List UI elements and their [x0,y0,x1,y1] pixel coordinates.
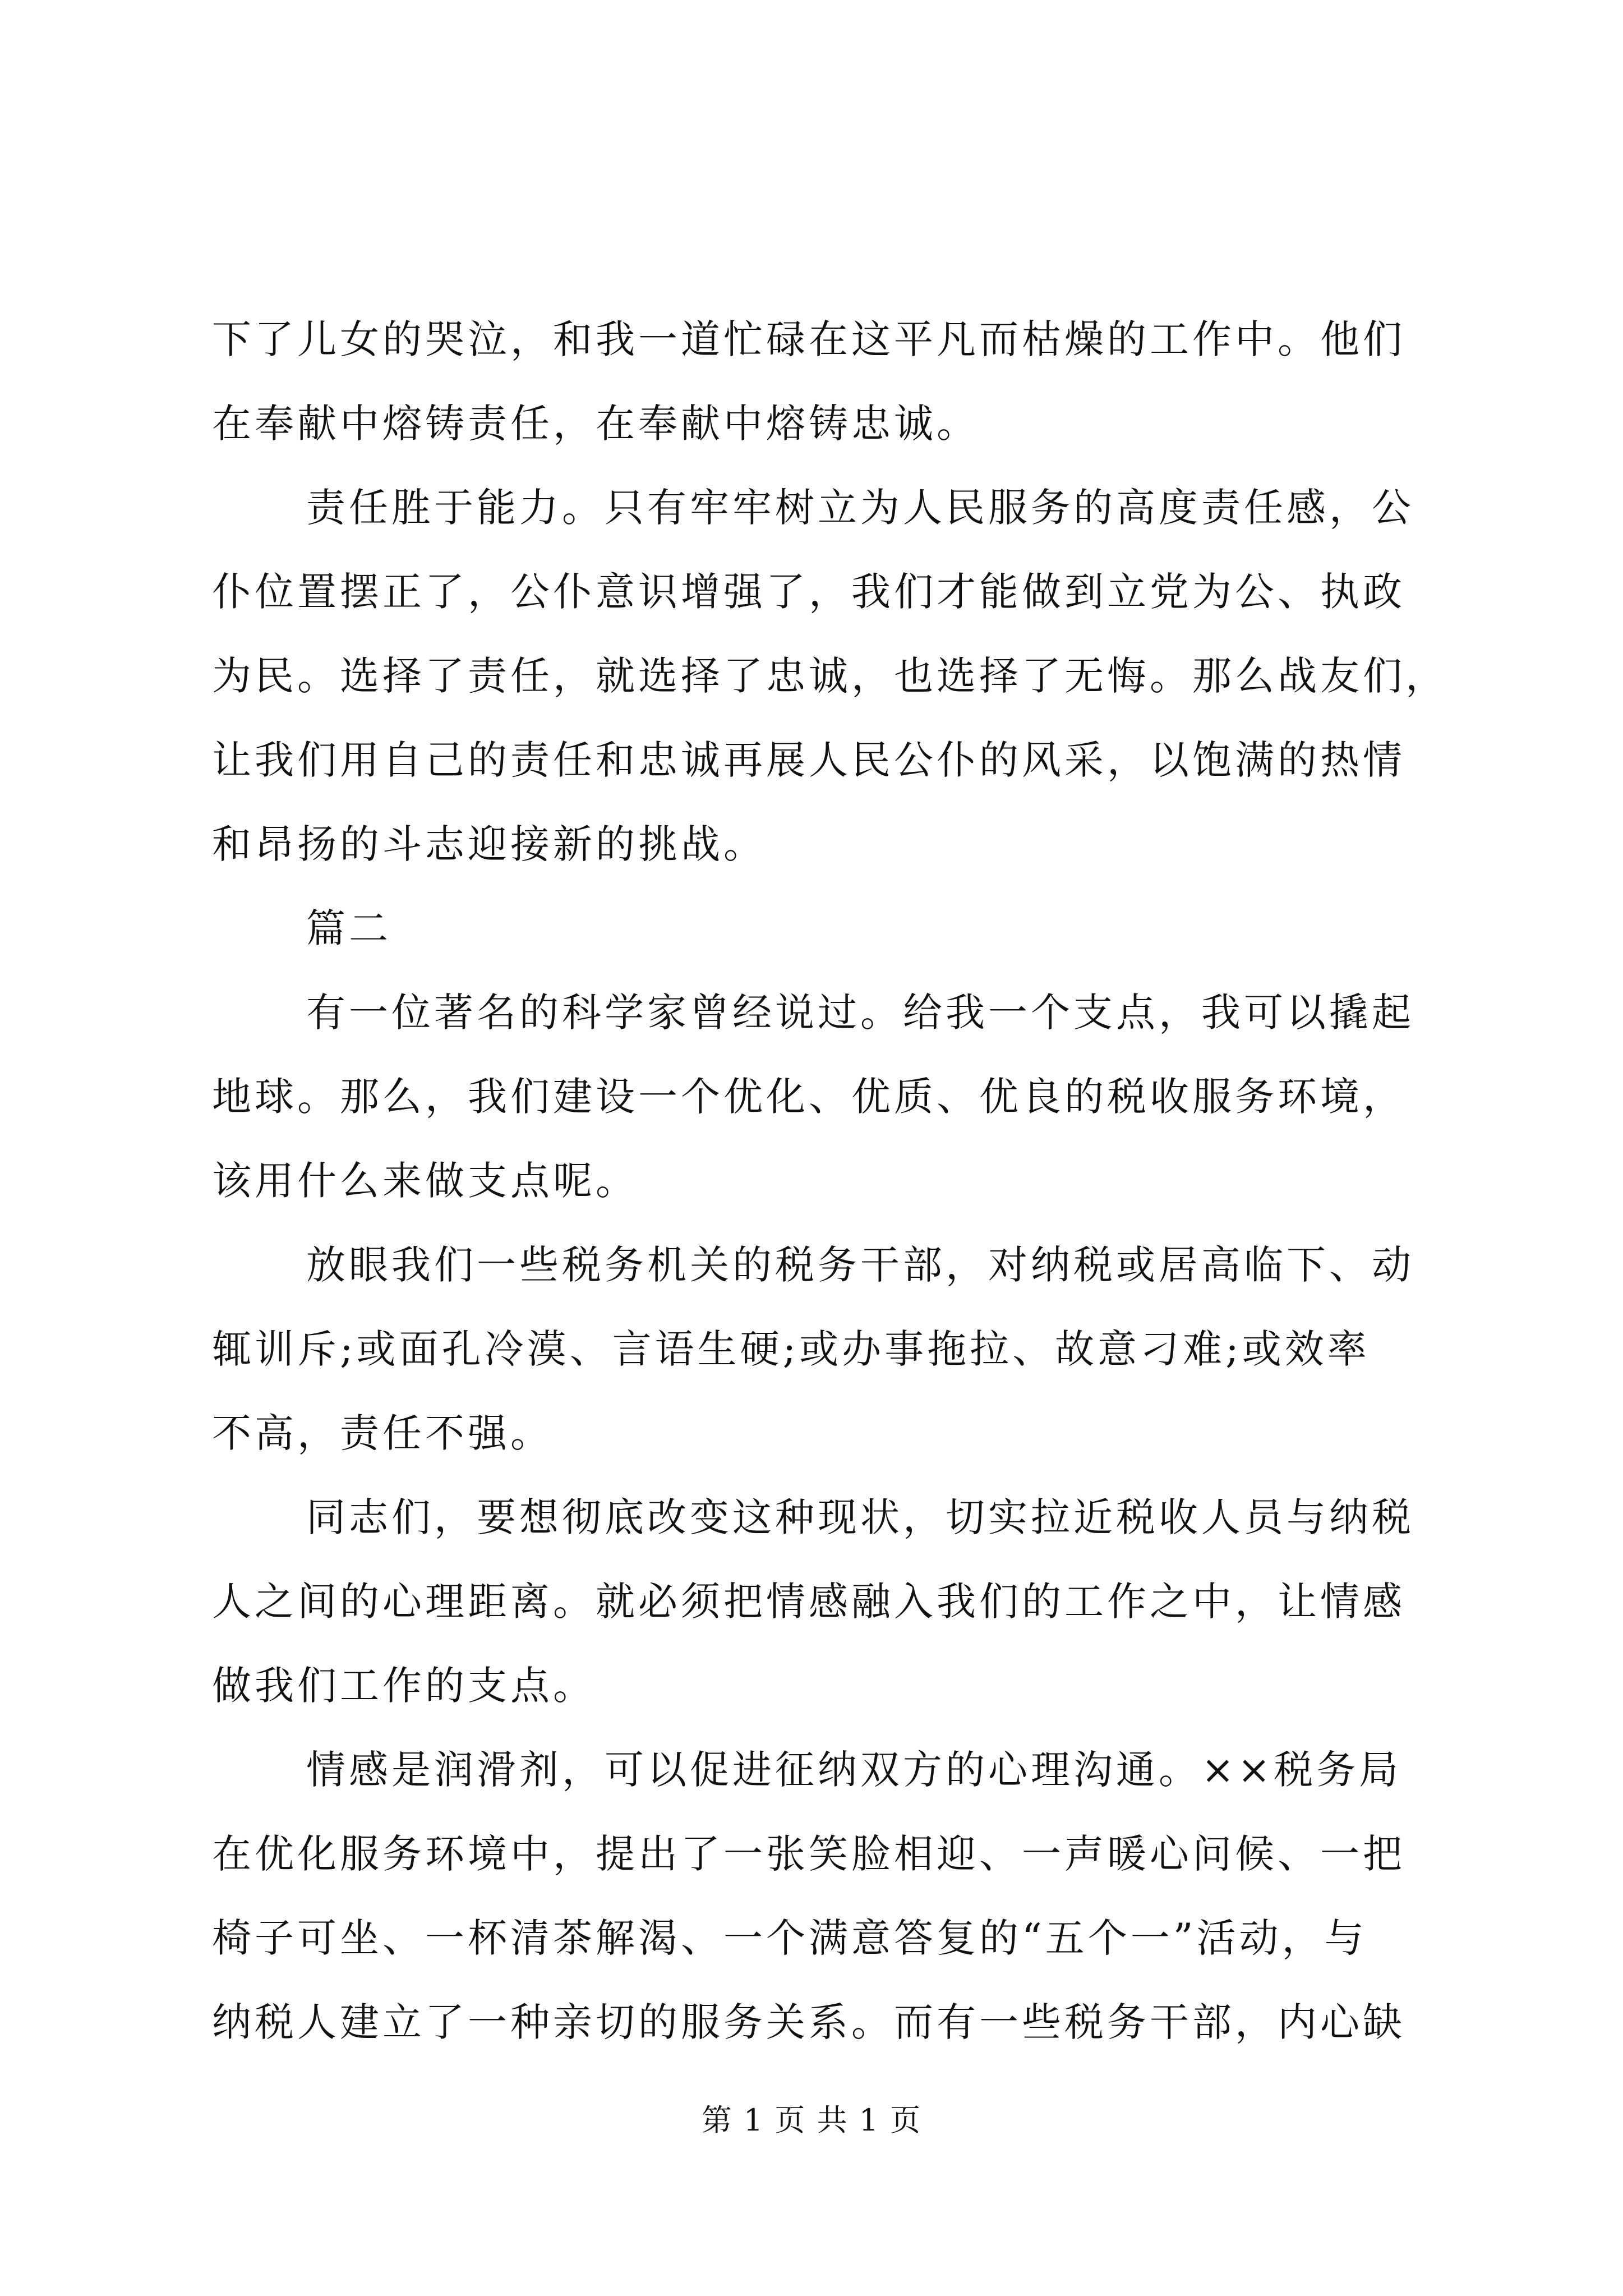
text-line: 辄训斥;或面孔冷漠、言语生硬;或办事拖拉、故意刁难;或效率 [212,1326,1370,1372]
text-line: 纳税人建立了一种亲切的服务关系。而有一些税务干部，内心缺 [212,1999,1405,2045]
paragraph-start-line: 放眼我们一些税务机关的税务干部，对纳税或居高临下、动 [306,1242,1414,1288]
text-line: 为民。选择了责任，就选择了忠诚，也选择了无悔。那么战友们， [212,653,1448,699]
text-line: 在优化服务环境中，提出了一张笑脸相迎、一声暖心问候、一把 [212,1831,1405,1877]
text-line: 做我们工作的支点。 [212,1663,596,1709]
body-text [212,297,1448,2064]
text-line: 下了儿女的哭泣，和我一道忙碌在这平凡而枯燥的工作中。他们 [212,316,1405,362]
text-line: 地球。那么，我们建设一个优化、优质、优良的税收服务环境， [212,1074,1405,1120]
paragraph-start-line: 情感是润滑剂，可以促进征纳双方的心理沟通。××税务局 [306,1747,1402,1793]
text-line: 仆位置摆正了，公仆意识增强了，我们才能做到立党为公、执政 [212,569,1405,615]
text-line: 人之间的心理距离。就必须把情感融入我们的工作之中，让情感 [212,1579,1405,1625]
text-line: 让我们用自己的责任和忠诚再展人民公仆的风采，以饱满的热情 [212,737,1405,783]
section-heading: 篇二 [306,905,391,951]
text-line: 椅子可坐、一杯清茶解渴、一个满意答复的“五个一”活动，与 [212,1915,1367,1961]
paragraph-start-line: 有一位著名的科学家曾经说过。给我一个支点，我可以撬起 [306,990,1414,1036]
page-number-footer: 第 1 页 共 1 页 [701,2102,922,2138]
text-line: 和昂扬的斗志迎接新的挑战。 [212,821,766,867]
paragraph-start-line: 同志们，要想彻底改变这种现状，切实拉近税收人员与纳税 [306,1494,1414,1540]
text-line: 不高，责任不强。 [212,1410,553,1456]
paragraph-start-line: 责任胜于能力。只有牢牢树立为人民服务的高度责任感，公 [306,485,1414,531]
text-line: 在奉献中熔铸责任，在奉献中熔铸忠诚。 [212,401,979,447]
text-line: 该用什么来做支点呢。 [212,1158,638,1204]
